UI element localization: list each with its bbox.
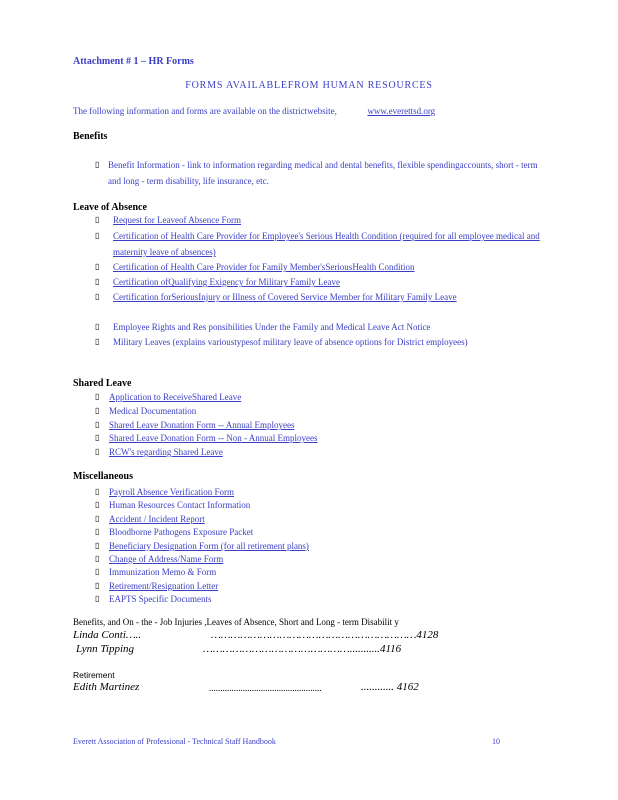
shared-item-text[interactable]: Shared Leave Donation Form -- Annual Employees — [109, 420, 295, 430]
leave-heading: Leave of Absence — [73, 202, 147, 213]
leave-item-text[interactable]: Certification of Health Care Provider for Family Member'sSeriousHealth Condition — [113, 262, 415, 272]
contact-dots-edith: .................................................. — [209, 683, 322, 693]
intro-sentence: The following information and forms are available on the districtwebsite, — [73, 106, 337, 116]
shared-item-text: Medical Documentation — [109, 406, 197, 416]
bullet-icon: ▯ — [95, 231, 100, 240]
shared-item-text[interactable]: RCW's regarding Shared Leave — [109, 447, 223, 457]
leave-item[interactable] — [95, 228, 543, 260]
shared-item[interactable] — [95, 444, 543, 460]
misc-item-text[interactable]: Accident / Incident Report — [109, 514, 205, 524]
website-link[interactable]: www.everettsd.org — [367, 106, 436, 116]
footer-text: Everett Association of Professional - Technical Staff Handbook — [73, 737, 276, 746]
bullet-icon: ▯ — [95, 567, 100, 576]
attachment-label: Attachment # 1 – HR Forms — [73, 56, 194, 67]
bullet-icon: ▯ — [95, 447, 100, 456]
shared-item-text[interactable]: Application to ReceiveShared Leave — [109, 392, 242, 402]
bullet-icon: ▯ — [95, 215, 100, 224]
page-number: 10 — [492, 737, 500, 746]
bullet-icon: ▯ — [95, 262, 100, 271]
contact-name-linda: Linda Conti….. — [73, 629, 142, 641]
bullet-icon: ▯ — [95, 487, 100, 496]
bullet-icon: ▯ — [95, 420, 100, 429]
bullet-icon: ▯ — [95, 500, 100, 509]
leave-item[interactable] — [95, 289, 543, 305]
leave-item-text: Military Leaves (explains varioustypesof military leave of absence options for District employees) — [113, 337, 468, 347]
leave-item-text[interactable]: Certification forSeriousInjury or Illness of Covered Service Member for Military Family Leave — [113, 292, 457, 302]
misc-item-text: EAPTS Specific Documents — [109, 594, 212, 604]
misc-item-text: Human Resources Contact Information — [109, 500, 251, 510]
leave-item-text: Employee Rights and Res ponsibilities Under the Family and Medical Leave Act Notice — [113, 322, 431, 332]
leave-item[interactable] — [95, 212, 543, 228]
page-title: FORMS AVAILABLEFROM HUMAN RESOURCES — [185, 80, 433, 91]
leave-item[interactable] — [95, 259, 543, 275]
bullet-icon: ▯ — [95, 406, 100, 415]
benefits-contact-line: Benefits, and On - the - Job Injuries ,Leaves of Absence, Short and Long - term Disabilit y — [73, 617, 399, 627]
benefits-item-text: Benefit Information - link to information regarding medical and dental benefits, flexible spendingaccounts, short - term and long - term disability, life insurance, etc. — [108, 160, 538, 186]
misc-item-text: Immunization Memo & Form — [109, 567, 217, 577]
bullet-icon: ▯ — [95, 392, 100, 401]
misc-item-text[interactable]: Retirement/Resignation Letter — [109, 581, 219, 591]
shared-item-text[interactable]: Shared Leave Donation Form -- Non - Annual Employees — [109, 433, 318, 443]
bullet-icon: ▯ — [95, 322, 100, 331]
bullet-icon: ▯ — [95, 527, 100, 536]
shared-leave-heading: Shared Leave — [73, 378, 132, 389]
bullet-icon: ▯ — [95, 594, 100, 603]
intro-text — [73, 106, 465, 116]
bullet-icon: ▯ — [95, 541, 100, 550]
benefits-heading: Benefits — [73, 131, 108, 142]
misc-item-text[interactable]: Beneficiary Designation Form (for all retirement plans) — [109, 541, 309, 551]
misc-item-text[interactable]: Payroll Absence Verification Form — [109, 487, 235, 497]
retirement-label: Retirement — [73, 670, 115, 680]
misc-item-text[interactable]: Change of Address/Name Form — [109, 554, 224, 564]
leave-item[interactable] — [95, 334, 543, 350]
bullet-icon: ▯ — [95, 292, 100, 301]
benefits-item[interactable] — [95, 157, 543, 189]
bullet-icon: ▯ — [95, 554, 100, 563]
contact-name-lynn: Lynn Tipping — [76, 643, 135, 655]
contact-ext-lynn: ………………………………………...........4116 — [203, 643, 402, 655]
leave-item[interactable] — [95, 274, 543, 290]
leave-item-text[interactable]: Request for Leaveof Absence Form — [113, 215, 241, 225]
bullet-icon: ▯ — [95, 277, 100, 286]
bullet-icon: ▯ — [95, 514, 100, 523]
contact-ext-linda: ………………………………………………………4128 — [211, 629, 439, 641]
leave-item[interactable] — [95, 319, 543, 335]
misc-item[interactable] — [95, 591, 543, 607]
contact-name-edith: Edith Martinez — [73, 681, 140, 693]
leave-item-text[interactable]: Certification ofQualifying Exigency for Military Family Leave — [113, 277, 340, 287]
bullet-icon: ▯ — [95, 581, 100, 590]
contact-ext-edith: ............ 4162 — [361, 681, 419, 693]
leave-item-text[interactable]: Certification of Health Care Provider for Employee's Serious Health Condition (required for all employee medical and maternity leave of absences) — [113, 231, 540, 257]
bullet-icon: ▯ — [95, 160, 100, 169]
misc-heading: Miscellaneous — [73, 471, 133, 482]
bullet-icon: ▯ — [95, 433, 100, 442]
misc-item-text: Bloodborne Pathogens Exposure Packet — [109, 527, 254, 537]
bullet-icon: ▯ — [95, 337, 100, 346]
